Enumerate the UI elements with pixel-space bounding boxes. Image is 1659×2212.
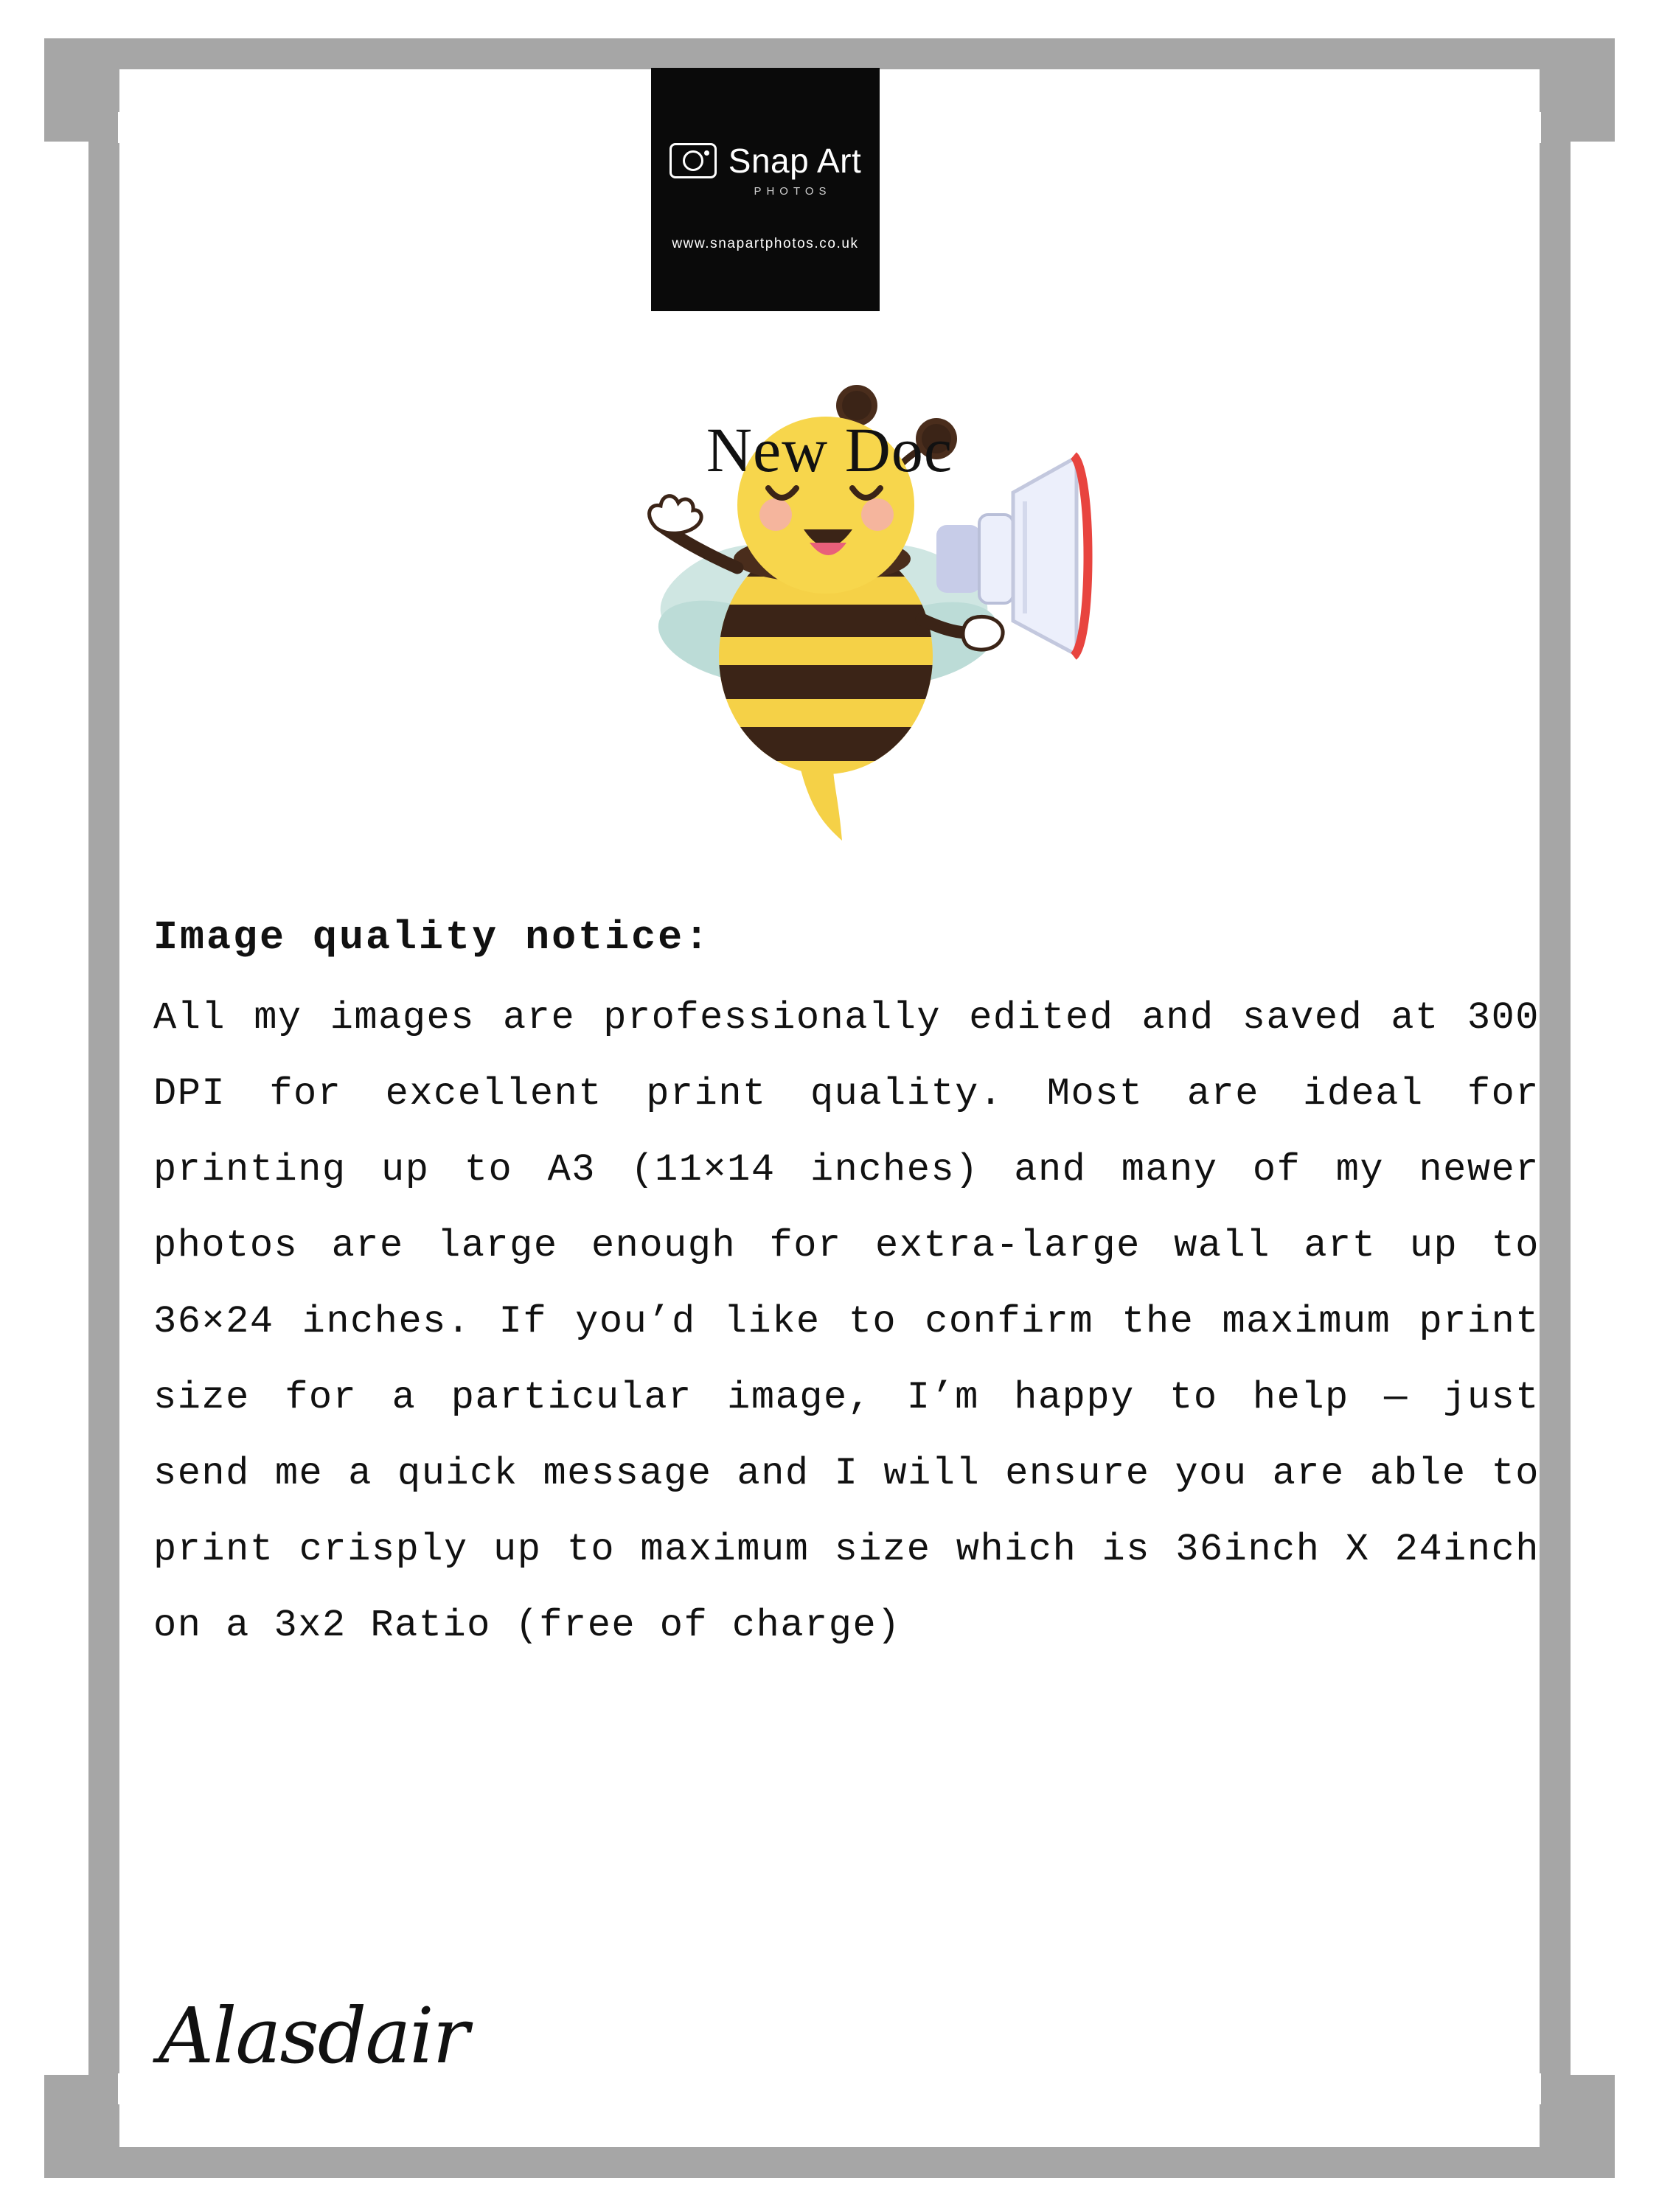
page-title: New Doc (706, 414, 953, 485)
signature (159, 1991, 571, 2131)
frame-notch-top-right (1510, 112, 1541, 143)
frame-corner-bottom-left-2 (44, 2075, 118, 2178)
brand-logo-row (669, 141, 861, 181)
notice-body: All my images are professionally edited and saved at 300 DPI for excellent print quality. Most are ideal for printing up to A3 (11×14 inches) and many of my newer photos are large enough for extra-large wall art up to 36×24 inches. If you’d like to confirm the maximum print size for a particular image, I’m happy to help — just send me a quick message and I will ensure you are able to print crisply up to maximum size which is 36inch X 24inch on a 3x2 Ratio (free of charge) (153, 996, 1564, 1647)
image-quality-notice (153, 914, 1564, 1663)
frame-notch-bottom-left (118, 2073, 149, 2104)
brand-subtitle: PHOTOS (754, 184, 832, 198)
brand-logo-card (651, 68, 880, 311)
frame-border-bottom (88, 2147, 1571, 2178)
signature-name: Alasdair (159, 1991, 468, 2081)
frame-corner-bottom-right-2 (1541, 2075, 1615, 2178)
brand-website-url: www.snapartphotos.co.uk (672, 235, 859, 251)
frame-border-top (88, 38, 1571, 69)
frame-corner-top-right-2 (1541, 38, 1615, 142)
camera-icon (669, 143, 717, 178)
frame-notch-bottom-right (1510, 2073, 1541, 2104)
frame-corner-top-left-2 (44, 38, 118, 142)
frame-border-left (88, 38, 119, 2178)
bee-with-megaphone-illustration (509, 324, 1121, 855)
frame-notch-top-left (118, 112, 149, 143)
notice-heading: Image quality notice: (153, 914, 712, 961)
brand-name: Snap Art (728, 141, 862, 180)
